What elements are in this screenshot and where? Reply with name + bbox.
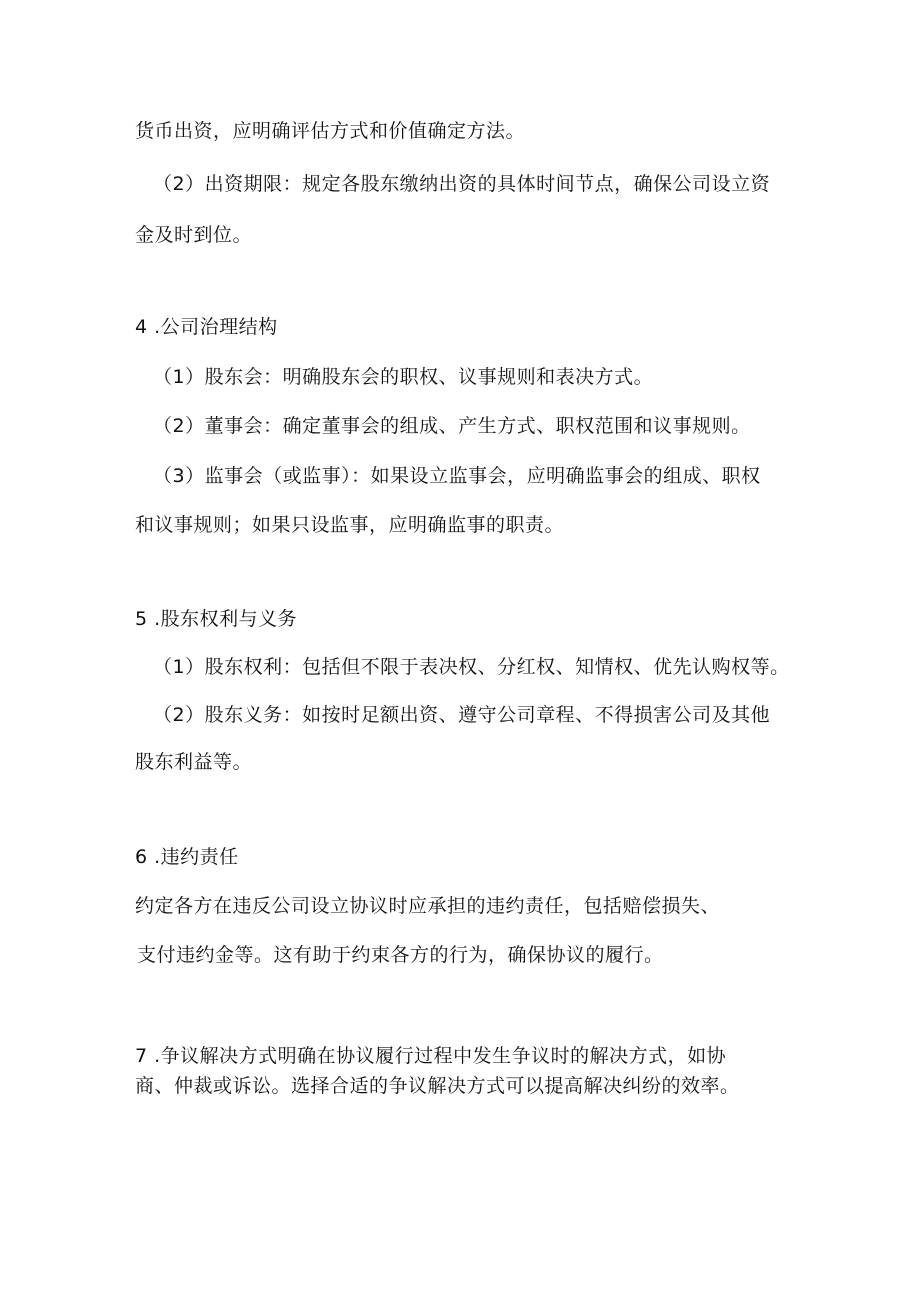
- paragraph-line: 商、仲裁或诉讼。选择合适的争议解决方式可以提高解决纠纷的效率。: [135, 1075, 740, 1097]
- section-heading: 7 .争议解决方式明确在协议履行过程中发生争议时的解决方式，如协: [135, 1045, 727, 1067]
- paragraph-line: （3）监事会（或监事）：如果设立监事会，应明确监事会的组成、职权: [153, 465, 761, 487]
- paragraph-line: 约定各方在违反公司设立协议时应承担的违约责任，包括赔偿损失、: [135, 895, 721, 917]
- paragraph-line: 和议事规则；如果只设监事，应明确监事的职责。: [135, 514, 565, 536]
- paragraph-line: 支付违约金等。这有助于约束各方的行为，确保协议的履行。: [137, 944, 664, 966]
- section-heading: 6 .违约责任: [135, 846, 239, 868]
- paragraph-line: 货币出资，应明确评估方式和价值确定方法。: [135, 120, 526, 142]
- section-heading: 5 .股东权利与义务: [135, 608, 298, 630]
- paragraph-line: （1）股东权利：包括但不限于表决权、分红权、知情权、优先认购权等。: [153, 656, 790, 678]
- section-heading: 4 .公司治理结构: [135, 316, 278, 338]
- paragraph-line: （2）董事会：确定董事会的组成、产生方式、职权范围和议事规则。: [153, 415, 751, 437]
- paragraph-line: （1）股东会：明确股东会的职权、议事规则和表决方式。: [153, 366, 654, 388]
- paragraph-line: 股东利益等。: [135, 751, 253, 773]
- paragraph-line: （2）股东义务：如按时足额出资、遵守公司章程、不得损害公司及其他: [153, 704, 771, 726]
- paragraph-line: 金及时到位。: [135, 224, 253, 246]
- paragraph-line: （2）出资期限：规定各股东缴纳出资的具体时间节点，确保公司设立资: [153, 173, 771, 195]
